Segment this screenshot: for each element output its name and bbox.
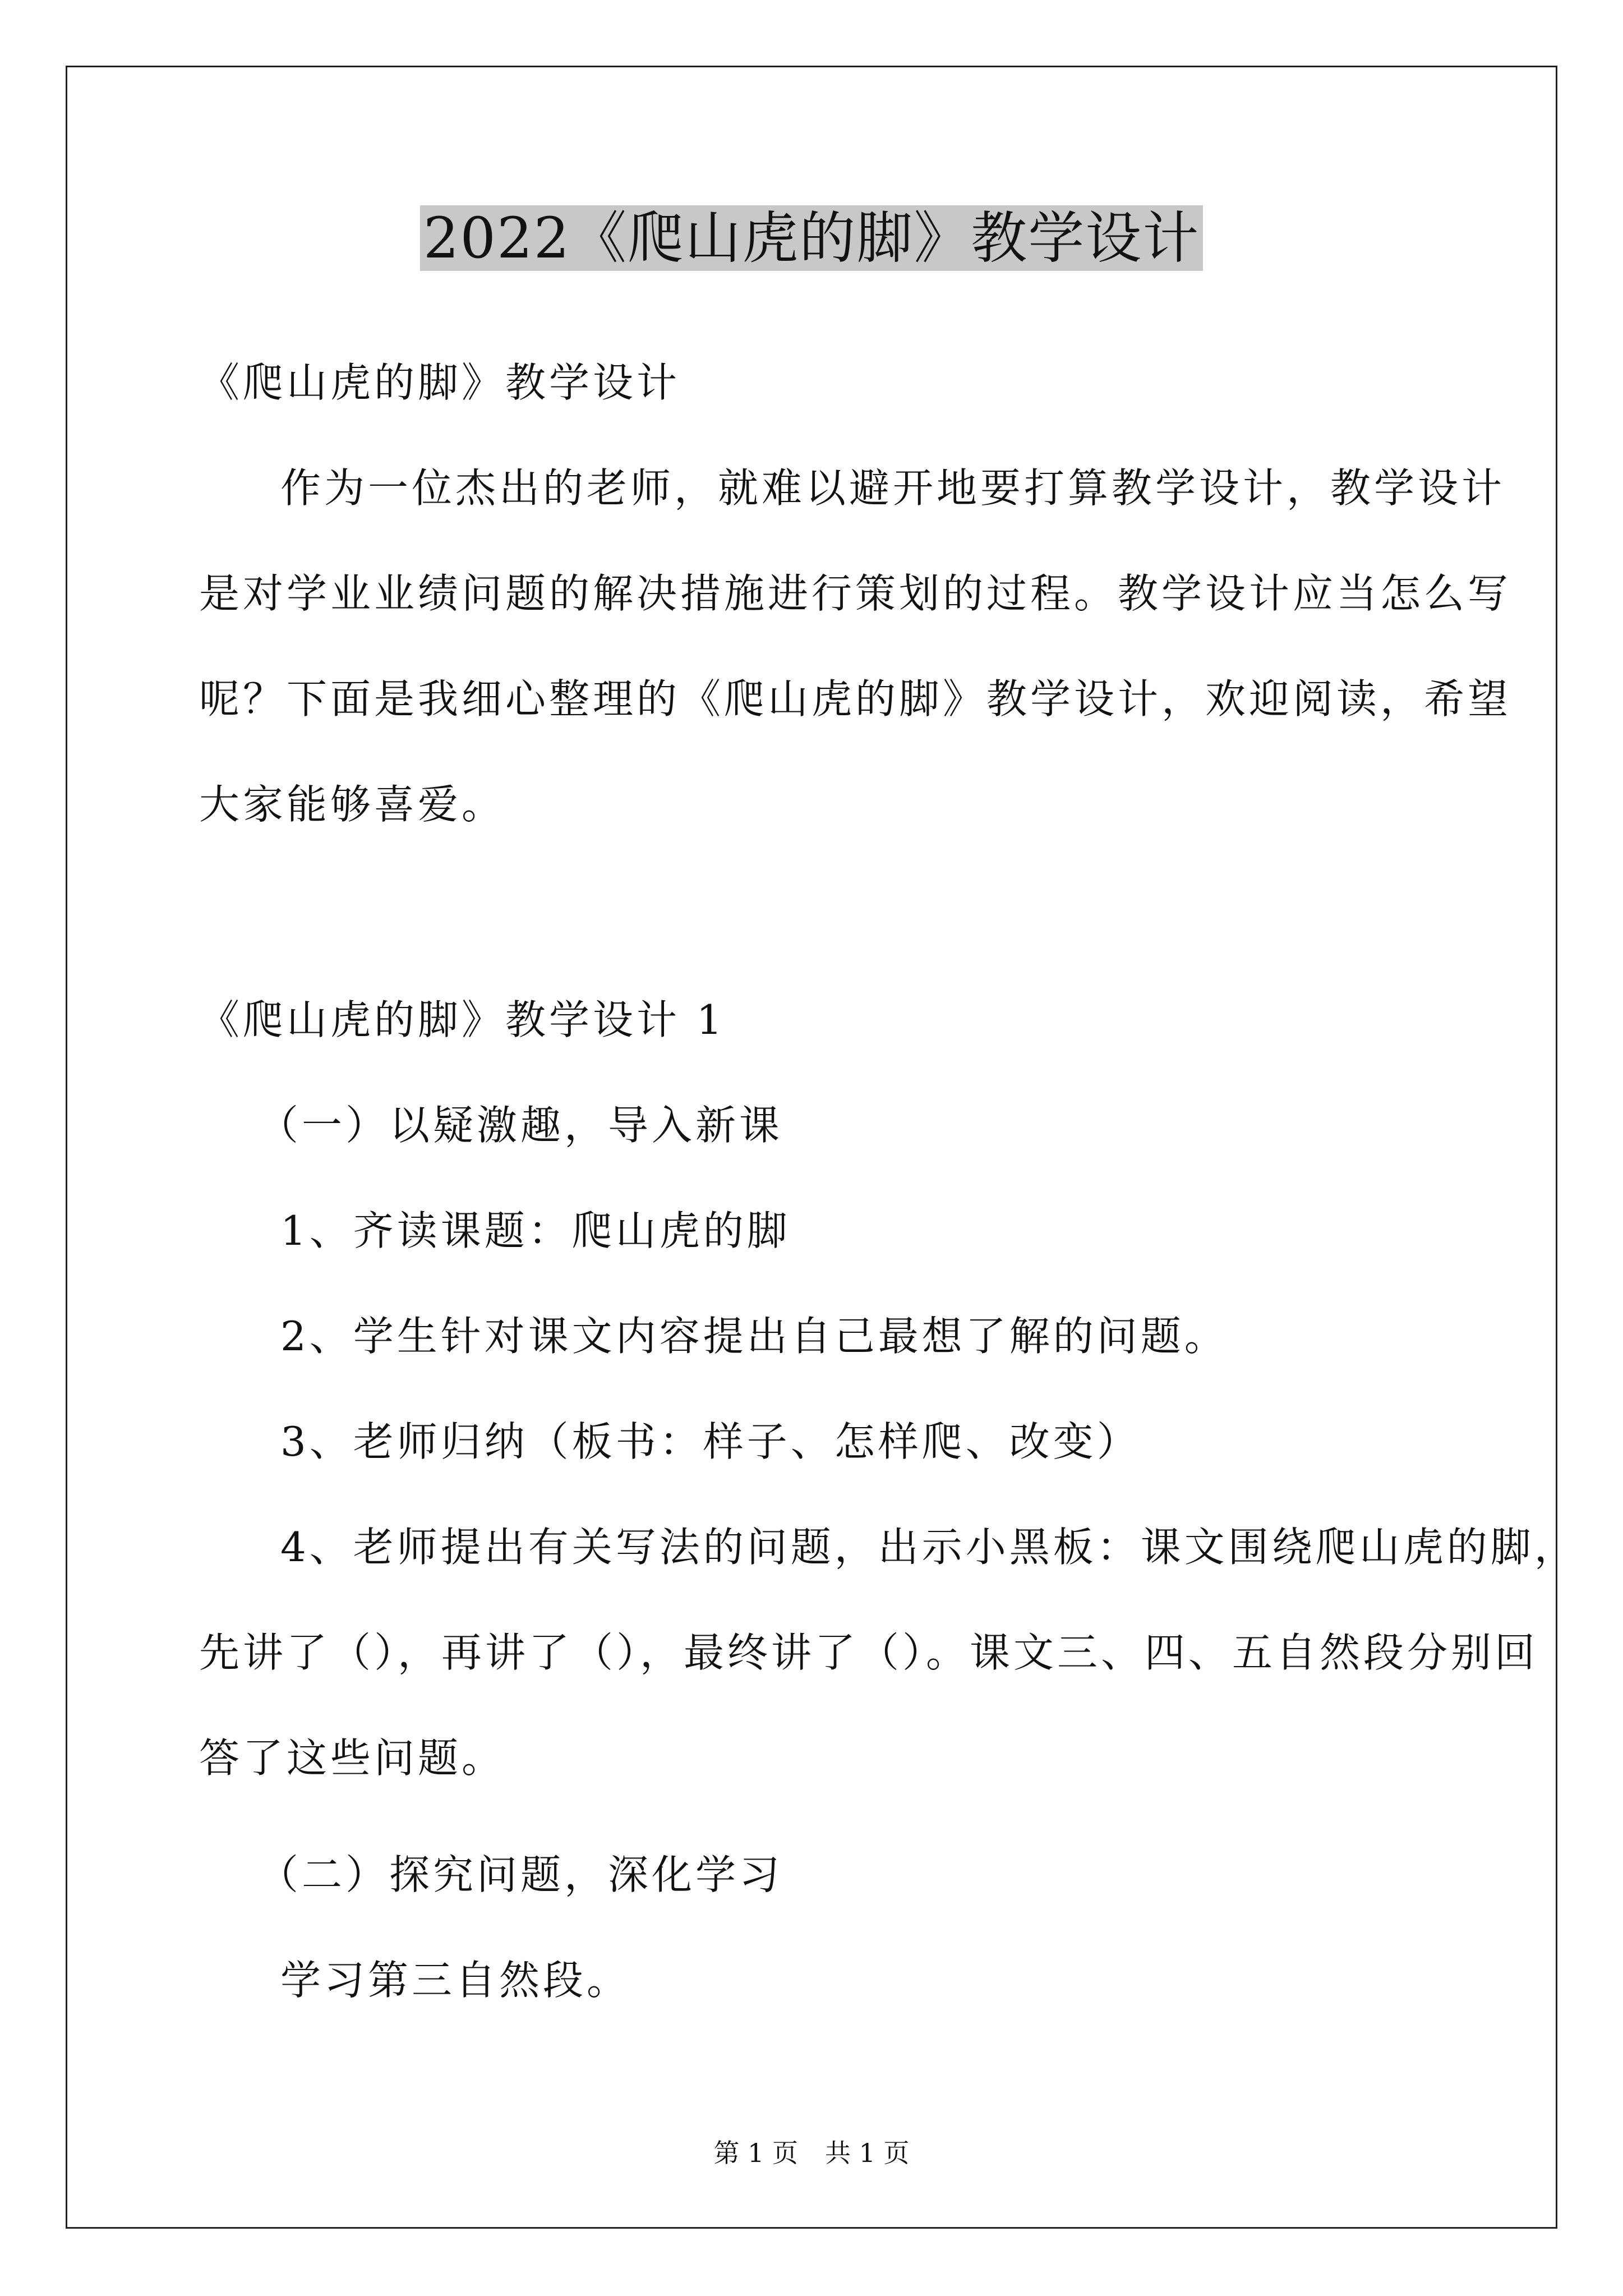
intro-line: 大家能够喜爱。: [199, 781, 506, 828]
step-item: 3、老师归纳（板书：样子、怎样爬、改变）: [280, 1418, 1141, 1465]
part-one-heading: （一）以疑激趣，导入新课: [258, 1102, 783, 1149]
step-item: 1、齐读课题：爬山虎的脚: [280, 1207, 791, 1254]
page-number: 第 1 页: [713, 2138, 798, 2168]
step-item: 2、学生针对课文内容提出自己最想了解的问题。: [280, 1313, 1228, 1360]
page-total: 共 1 页: [825, 2138, 910, 2168]
document-title-text: 2022《爬山虎的脚》教学设计: [420, 205, 1204, 271]
intro-line: 作为一位杰出的老师，就难以避开地要打算教学设计，教学设计: [280, 464, 1506, 512]
page-footer: [0, 2136, 1623, 2170]
intro-line: 是对学业业绩问题的解决措施进行策划的过程。教学设计应当怎么写: [199, 570, 1512, 617]
document-title: [0, 199, 1623, 278]
step-continuation: 先讲了（），再讲了（），最终讲了（）。课文三、四、五自然段分别回: [199, 1629, 1539, 1676]
part-two-heading: （二）探究问题，深化学习: [258, 1851, 783, 1898]
step-item: 4、老师提出有关写法的问题，出示小黑板：课文围绕爬山虎的脚，: [280, 1524, 1578, 1571]
intro-line: 呢？下面是我细心整理的《爬山虎的脚》教学设计，欢迎阅读，希望: [199, 675, 1512, 723]
subtitle: 《爬山虎的脚》教学设计: [199, 359, 681, 406]
section-heading: 《爬山虎的脚》教学设计 1: [199, 996, 726, 1043]
part-two-text: 学习第三自然段。: [280, 1957, 631, 2004]
step-continuation: 答了这些问题。: [199, 1734, 506, 1782]
